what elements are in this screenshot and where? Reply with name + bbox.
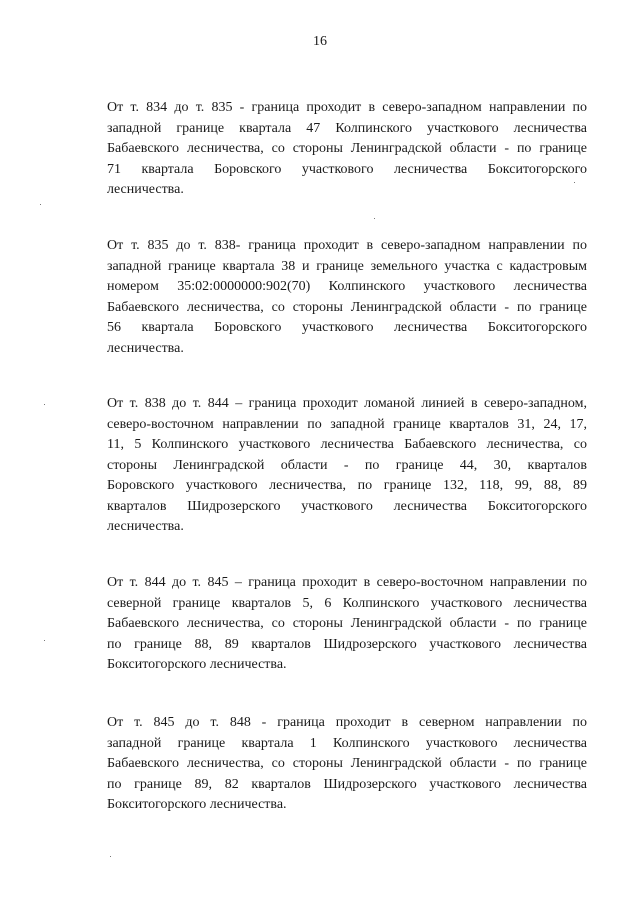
paragraph-line: Бокситогорского лесничества. xyxy=(107,797,287,812)
paragraph-line: От т. 835 до т. 838- граница проходит в северо-западном направлении по xyxy=(107,238,587,253)
paragraph-line: Бокситогорского лесничества. xyxy=(107,657,287,672)
scan-speck xyxy=(574,182,575,183)
scan-speck xyxy=(374,218,375,219)
paragraph-3 xyxy=(107,394,587,538)
paragraph-line: Бабаевского лесничества, со стороны Ленинградской области - по границе xyxy=(107,299,587,315)
paragraph-line: лесничества. xyxy=(107,340,184,356)
paragraph-line: Боровского участкового лесничества, по границе 132, 118, 99, 88, 89 xyxy=(107,478,587,493)
scan-speck xyxy=(44,404,45,405)
paragraph-2 xyxy=(107,236,587,359)
scan-speck xyxy=(110,856,111,857)
paragraph-4 xyxy=(107,573,587,676)
paragraph-5 xyxy=(107,713,587,816)
paragraph-line: западной границе квартала 1 Колпинского участкового лесничества xyxy=(107,735,587,751)
paragraph-line: От т. 834 до т. 835 - граница проходит в северо-западном направлении по xyxy=(107,100,587,115)
paragraph-line: западной границе квартала 38 и границе земельного участка с кадастровым xyxy=(107,258,587,274)
paragraph-line: 11, 5 Колпинского участкового лесничества Бабаевского лесничества, со xyxy=(107,437,587,452)
paragraph-line: северной границе кварталов 5, 6 Колпинского участкового лесничества xyxy=(107,595,587,611)
paragraph-line: 56 квартала Боровского участкового лесничества Бокситогорского xyxy=(107,320,587,335)
paragraph-line: стороны Ленинградской области - по границе 44, 30, кварталов xyxy=(107,457,587,473)
paragraph-line: по границе 89, 82 кварталов Шидрозерского участкового лесничества xyxy=(107,776,587,792)
scan-speck xyxy=(40,204,41,205)
paragraph-line: Бабаевского лесничества, со стороны Ленинградской области - по границе xyxy=(107,756,587,771)
paragraph-line: западной границе квартала 47 Колпинского участкового лесничества xyxy=(107,120,587,136)
paragraph-line: северо-восточном направлении по западной границе кварталов 31, 24, 17, xyxy=(107,416,587,432)
paragraph-line: лесничества. xyxy=(107,182,184,197)
paragraph-line: номером 35:02:0000000:902(70) Колпинского участкового лесничества xyxy=(107,279,587,294)
paragraph-line: Бабаевского лесничества, со стороны Ленинградской области - по границе xyxy=(107,141,587,156)
scan-speck xyxy=(44,640,45,641)
paragraph-line: по границе 88, 89 кварталов Шидрозерского участкового лесничества xyxy=(107,636,587,652)
paragraph-line: 71 квартала Боровского участкового лесничества Бокситогорского xyxy=(107,161,587,177)
page-number: 16 xyxy=(313,34,327,49)
paragraph-1 xyxy=(107,98,587,201)
paragraph-line: кварталов Шидрозерского участкового лесничества Бокситогорского xyxy=(107,498,587,514)
paragraph-line: От т. 838 до т. 844 – граница проходит ломаной линией в северо-западном, xyxy=(107,396,587,411)
paragraph-line: От т. 844 до т. 845 – граница проходит в северо-восточном направлении по xyxy=(107,575,587,590)
paragraph-line: От т. 845 до т. 848 - граница проходит в северном направлении по xyxy=(107,715,587,730)
paragraph-line: Бабаевского лесничества, со стороны Ленинградской области - по границе xyxy=(107,616,587,631)
paragraph-line: лесничества. xyxy=(107,519,184,534)
